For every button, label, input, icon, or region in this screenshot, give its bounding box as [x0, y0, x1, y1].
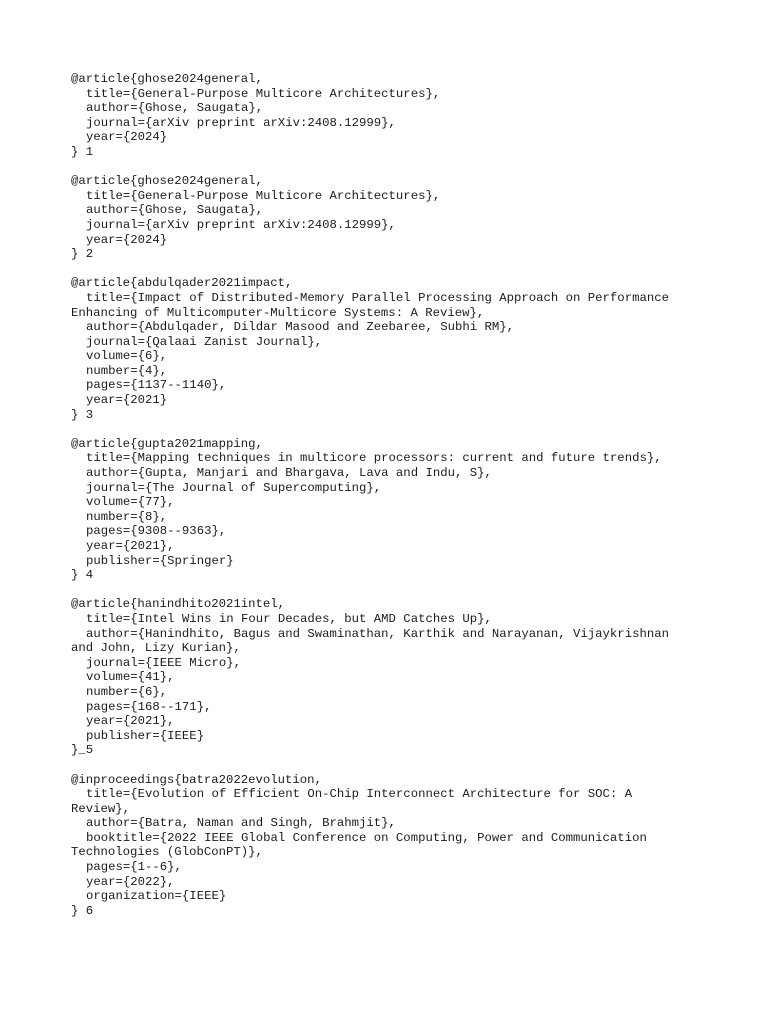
bibtex-entry — [71, 597, 768, 758]
entry-field: title={Mapping techniques in multicore processors: current and future trends}, — [86, 451, 662, 466]
entry-field: number={8}, — [86, 509, 168, 524]
entry-header: @article{ghose2024general, — [71, 174, 263, 189]
entry-field: year={2021}, — [86, 714, 175, 729]
entry-header: @article{abdulqader2021impact, — [71, 276, 293, 291]
entry-field-continuation: Review}, — [71, 801, 131, 816]
entry-header: @inproceedings{batra2022evolution, — [71, 772, 322, 787]
entry-field: pages={168--171}, — [86, 699, 212, 714]
entry-field: pages={9308--9363}, — [86, 524, 227, 539]
entry-field: year={2024} — [86, 232, 168, 247]
entry-closing-brace: } 4 — [71, 568, 94, 583]
entry-field: volume={6}, — [86, 349, 168, 364]
entry-field: journal={The Journal of Supercomputing}, — [86, 480, 382, 495]
bibtex-entry — [71, 773, 768, 919]
entry-field: title={General-Purpose Multicore Architectures}, — [86, 86, 441, 101]
entry-closing-brace: }_5 — [71, 743, 94, 758]
entry-field: author={Gupta, Manjari and Bhargava, Lava and Indu, S}, — [86, 466, 492, 481]
entry-field: number={4}, — [86, 363, 168, 378]
entry-field: pages={1--6}, — [86, 860, 182, 875]
entry-header: @article{gupta2021mapping, — [71, 436, 263, 451]
entry-field: booktitle={2022 IEEE Global Conference on Computing, Power and Communication — [86, 830, 647, 845]
entry-field: title={Evolution of Efficient On-Chip Interconnect Architecture for SOC: A — [86, 787, 633, 802]
entry-field: publisher={Springer} — [86, 553, 234, 568]
entry-field: pages={1137--1140}, — [86, 378, 227, 393]
entry-field: title={Intel Wins in Four Decades, but AMD Catches Up}, — [86, 611, 492, 626]
bibtex-entry — [71, 437, 768, 583]
entry-field: journal={arXiv preprint arXiv:2408.12999}, — [86, 217, 396, 232]
entry-field: author={Ghose, Saugata}, — [86, 101, 264, 116]
entry-closing-brace: } 3 — [71, 407, 94, 422]
entry-closing-brace: } 2 — [71, 247, 94, 262]
entry-header: @article{ghose2024general, — [71, 72, 263, 86]
entry-field: publisher={IEEE} — [86, 728, 205, 743]
entry-field: year={2021} — [86, 393, 168, 408]
entry-field: author={Abdulqader, Dildar Masood and Zeebaree, Subhi RM}, — [86, 320, 515, 335]
entry-field: title={Impact of Distributed-Memory Parallel Processing Approach on Performance — [86, 290, 669, 305]
bibtex-entry — [71, 276, 768, 422]
entry-field: organization={IEEE} — [86, 889, 227, 904]
entry-field: year={2022}, — [86, 874, 175, 889]
bibtex-entry — [71, 174, 768, 262]
entry-header: @article{hanindhito2021intel, — [71, 597, 286, 612]
entry-field-continuation: Technologies (GlobConPT)}, — [71, 845, 263, 860]
entry-field: volume={77}, — [86, 495, 175, 510]
entry-field: volume={41}, — [86, 670, 175, 685]
entry-field-continuation: Enhancing of Multicomputer-Multicore Systems: A Review}, — [71, 305, 485, 320]
entry-closing-brace: } 1 — [71, 144, 94, 159]
entry-field: journal={Qalaai Zanist Journal}, — [86, 334, 323, 349]
entry-field: author={Ghose, Saugata}, — [86, 203, 264, 218]
entry-field: number={6}, — [86, 684, 168, 699]
entry-field: title={General-Purpose Multicore Architectures}, — [86, 188, 441, 203]
entry-field: journal={IEEE Micro}, — [86, 655, 241, 670]
entry-field-continuation: and John, Lizy Kurian}, — [71, 641, 241, 656]
entry-field: year={2024} — [86, 130, 168, 145]
bibtex-entry — [71, 72, 768, 160]
entry-field: journal={arXiv preprint arXiv:2408.12999}, — [86, 115, 396, 130]
entry-field: author={Hanindhito, Bagus and Swaminathan, Karthik and Narayanan, Vijaykrishnan — [86, 626, 669, 641]
entry-field: author={Batra, Naman and Singh, Brahmjit}, — [86, 816, 396, 831]
entry-field: year={2021}, — [86, 539, 175, 553]
entry-closing-brace: } 6 — [71, 903, 94, 918]
